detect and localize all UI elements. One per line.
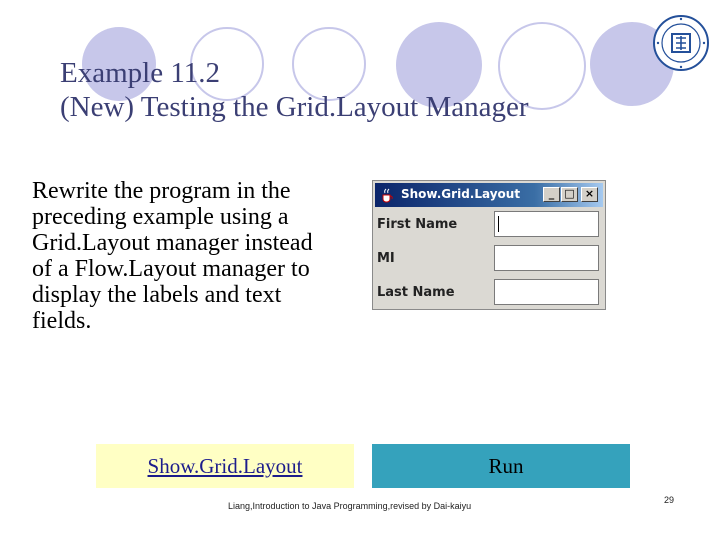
mi-field[interactable] bbox=[494, 245, 599, 271]
title-line-1: Example 11.2 bbox=[60, 57, 220, 89]
window-titlebar[interactable] bbox=[375, 183, 603, 207]
slide-title bbox=[60, 56, 529, 124]
maximize-icon[interactable]: □ bbox=[561, 187, 578, 202]
java-cup-icon bbox=[379, 187, 395, 203]
show-grid-layout-label: Show.Grid.Layout bbox=[147, 453, 303, 478]
show-grid-layout-window bbox=[372, 180, 606, 310]
window-title: Show.Grid.Layout bbox=[401, 187, 521, 201]
show-grid-layout-link-button[interactable] bbox=[96, 444, 354, 488]
slide-body-text: Rewrite the program in the preceding example using a Grid.Layout manager instead of a Flow.Layout manager to display the labels and text fields. bbox=[32, 178, 313, 334]
run-label: Run bbox=[488, 453, 524, 478]
close-icon[interactable]: × bbox=[581, 187, 598, 202]
page-number: 29 bbox=[664, 495, 675, 505]
mi-label: MI bbox=[377, 251, 395, 266]
university-seal-icon bbox=[652, 14, 710, 72]
last-name-label: Last Name bbox=[377, 285, 455, 300]
first-name-field[interactable] bbox=[494, 211, 599, 237]
title-line-2: (New) Testing the Grid.Layout Manager bbox=[60, 91, 529, 123]
run-button[interactable] bbox=[372, 444, 630, 488]
slide-footer: Liang,Introduction to Java Programming,revised by Dai-kaiyu bbox=[228, 501, 472, 511]
minimize-icon[interactable]: _ bbox=[543, 187, 560, 202]
first-name-label: First Name bbox=[377, 217, 458, 232]
last-name-field[interactable] bbox=[494, 279, 599, 305]
text-caret bbox=[498, 216, 499, 232]
